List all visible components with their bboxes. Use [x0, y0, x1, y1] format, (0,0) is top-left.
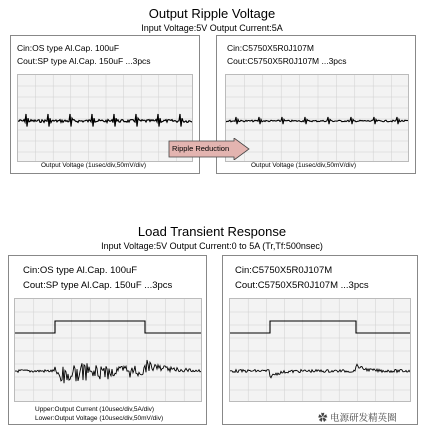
- ripple-right-cin: Cin:C5750X5R0J107M: [227, 43, 314, 53]
- ripple-right-scope: [225, 74, 409, 162]
- transient-left-scope: [14, 298, 202, 402]
- ripple-reduction-label: Ripple Reduction: [172, 144, 230, 153]
- transient-right-waveform: [230, 299, 411, 402]
- transient-left-waveform: [15, 299, 202, 402]
- transient-left-panel: [8, 255, 207, 425]
- transient-left-cin: Cin:OS type Al.Cap. 100uF: [23, 265, 138, 276]
- ripple-left-caption: Output Voltage (1usec/div,50mV/div): [41, 162, 147, 169]
- ripple-right-cout: Cout:C5750X5R0J107M ...3pcs: [227, 56, 347, 66]
- ripple-right-waveform: [226, 75, 409, 162]
- ripple-subtitle: Input Voltage:5V Output Current:5A: [141, 23, 283, 33]
- watermark: [318, 410, 397, 424]
- ripple-left-cin: Cin:OS type Al.Cap. 100uF: [17, 43, 120, 53]
- ripple-left-waveform: [18, 75, 193, 162]
- transient-left-caption-lower: Lower:Output Voltage (10usec/div,50mV/div): [35, 415, 164, 422]
- ripple-right-caption: Output Voltage (1usec/div,50mV/div): [251, 162, 357, 169]
- watermark-text: 电源研发精英圈: [330, 413, 397, 424]
- transient-right-cin: Cin:C5750X5R0J107M: [235, 265, 333, 276]
- transient-right-scope: [229, 298, 411, 402]
- ripple-title: Output Ripple Voltage: [148, 6, 276, 21]
- transient-right-panel: [222, 255, 418, 425]
- transient-subtitle: Input Voltage:5V Output Current:0 to 5A (Tr,Tf:500nsec): [101, 241, 323, 251]
- transient-left-cout: Cout:SP type Al.Cap. 150uF ...3pcs: [23, 280, 173, 291]
- watermark-icon: ✿: [318, 413, 328, 424]
- transient-right-cout: Cout:C5750X5R0J107M ...3pcs: [235, 280, 369, 291]
- transient-left-caption-upper: Upper:Output Current (10usec/div,5A/div): [35, 406, 155, 413]
- ripple-left-scope: [17, 74, 193, 162]
- ripple-left-cout: Cout:SP type Al.Cap. 150uF ...3pcs: [17, 56, 151, 66]
- transient-title: Load Transient Response: [137, 224, 287, 239]
